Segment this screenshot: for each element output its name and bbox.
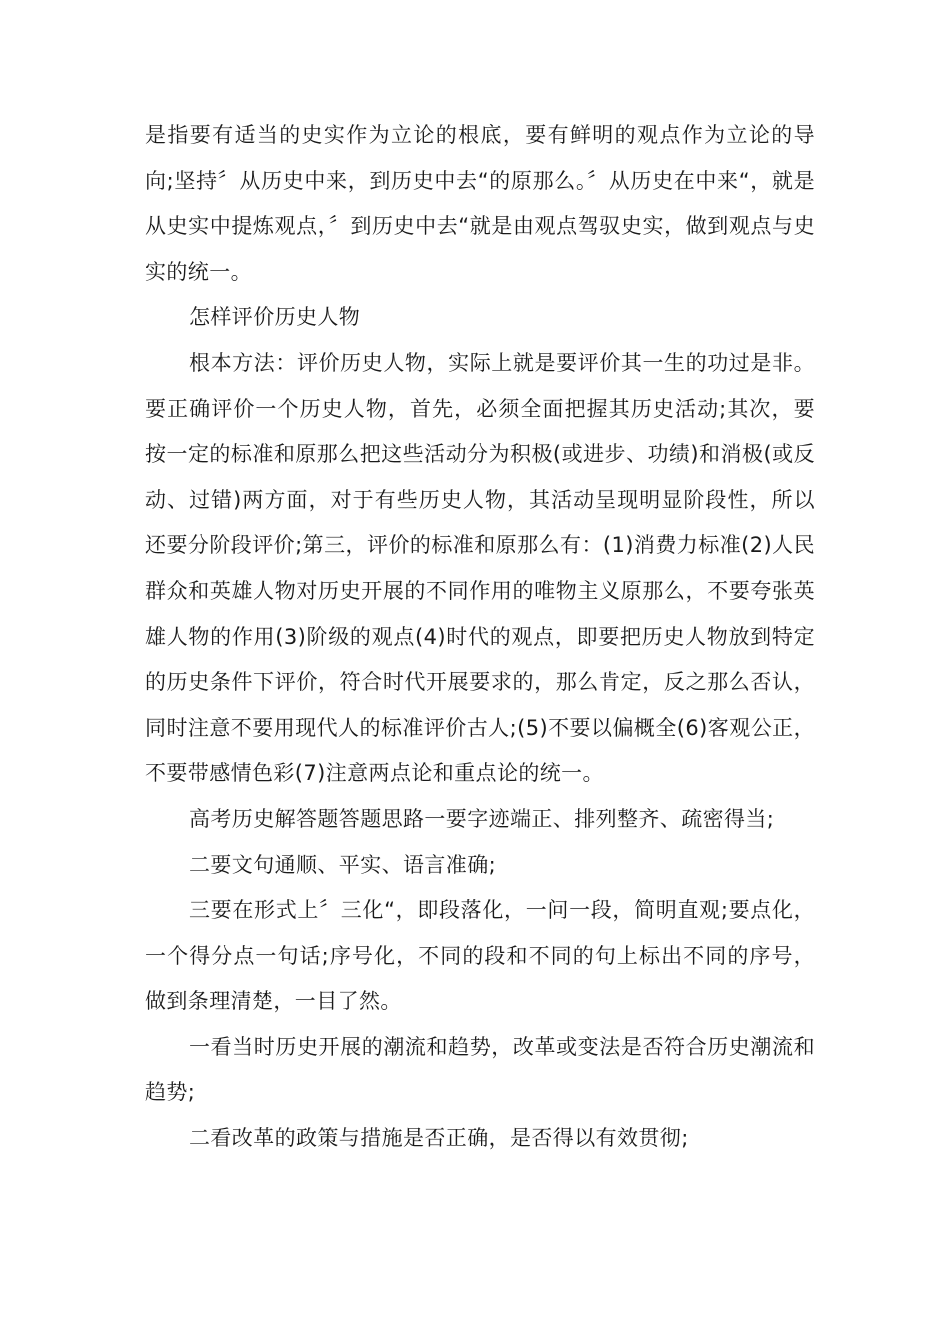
- paragraph-historical-method: 是指要有适当的史实作为立论的根底，要有鲜明的观点作为立论的导向;坚持〞从历史中来，到历史中去“的原那么。〞从历史在中来“，就是从史实中提炼观点，〞到历史中去“就是由观点驾驭史实，做到观点与史实的统一。: [145, 123, 815, 284]
- section-heading-evaluate-figures: 怎样评价历史人物: [189, 305, 361, 330]
- paragraph-answer-tips-1: 高考历史解答题答题思路一要字迹端正、排列整齐、疏密得当;: [189, 806, 775, 831]
- paragraph-answer-tips-2: 二要文句通顺、平实、语言准确;: [189, 852, 497, 877]
- paragraph-reform-criteria-1: 一看当时历史开展的潮流和趋势，改革或变法是否符合历史潮流和趋势;: [145, 1034, 815, 1105]
- paragraph-answer-tips-3: 三要在形式上〞三化“，即段落化，一问一段，简明直观;要点化，一个得分点一句话;序号化，不同的段和不同的句上标出不同的序号，做到条理清楚，一目了然。: [145, 898, 815, 1014]
- paragraph-reform-criteria-2: 二看改革的政策与措施是否正确，是否得以有效贯彻;: [189, 1126, 689, 1151]
- document-body: [145, 113, 815, 1162]
- paragraph-basic-method: 根本方法：评价历史人物，实际上就是要评价其一生的功过是非。要正确评价一个历史人物，首先，必须全面把握其历史活动;其次，要按一定的标准和原那么把这些活动分为积极(或进步、功绩)和消极(或反动、过错)两方面，对于有些历史人物，其活动呈现明显阶段性，所以还要分阶段评价;第三，评价的标准和原那么有：(1)消费力标准(2)人民群众和英雄人物对历史开展的不同作用的唯物主义原那么，不要夸张英雄人物的作用(3)阶级的观点(4)时代的观点，即要把历史人物放到特定的历史条件下评价，符合时代开展要求的，那么肯定，反之那么否认，同时注意不要用现代人的标准评价古人;(5)不要以偏概全(6)客观公正，不要带感情色彩(7)注意两点论和重点论的统一。: [145, 350, 815, 786]
